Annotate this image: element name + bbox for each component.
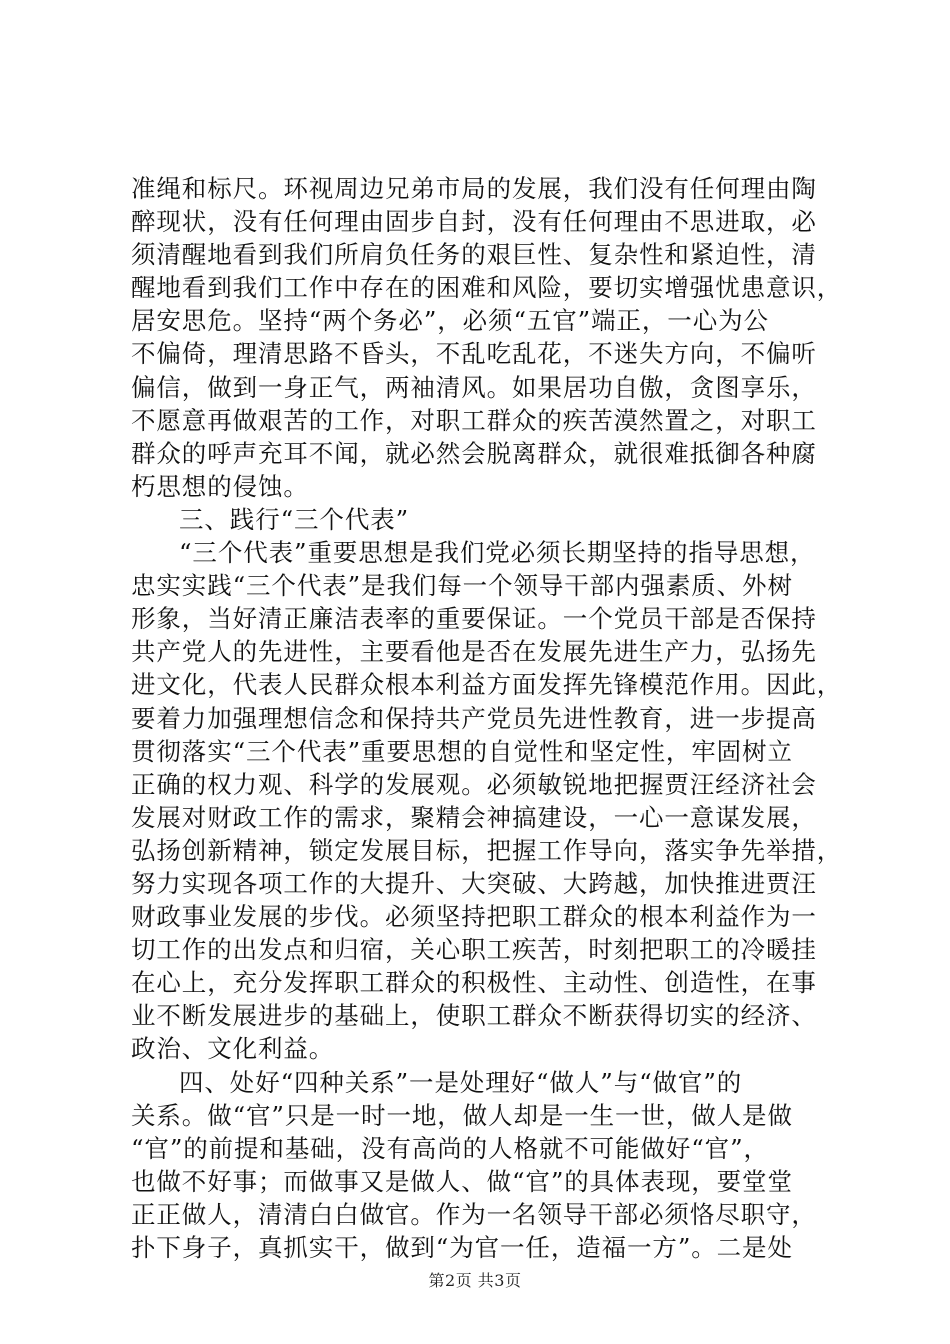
text-line: 偏信，做到一身正气，两袖清风。如果居功自傲，贪图享乐，	[131, 372, 817, 402]
text-line: 不愿意再做艰苦的工作，对职工群众的疾苦漠然置之，对职工	[131, 405, 817, 435]
text-line: 贯彻落实“三个代表”重要思想的自觉性和坚定性，牢固树立	[131, 736, 793, 766]
body-text	[131, 172, 843, 1264]
section-heading: 四、处好“四种关系”一是处理好“做人”与“做官”的	[179, 1067, 743, 1097]
text-line: 形象，当好清正廉洁表率的重要保证。一个党员干部是否保持	[131, 604, 817, 634]
text-line: 正确的权力观、科学的发展观。必须敏锐地把握贾汪经济社会	[131, 769, 817, 799]
text-line: 在心上，充分发挥职工群众的积极性、主动性、创造性，在事	[131, 968, 817, 998]
text-line: 忠实实践“三个代表”是我们每一个领导干部内强素质、外树	[131, 571, 793, 601]
text-line: 群众的呼声充耳不闻，就必然会脱离群众，就很难抵御各种腐	[131, 438, 817, 468]
text-line: 扑下身子，真抓实干，做到“为官一任，造福一方”。二是处	[131, 1233, 793, 1262]
text-line: “官”的前提和基础，没有高尚的人格就不可能做好“官”，	[131, 1133, 769, 1163]
text-line: 准绳和标尺。环视周边兄弟市局的发展，我们没有任何理由陶	[131, 174, 817, 203]
text-line: 进文化，代表人民群众根本利益方面发挥先锋模范作用。因此，	[131, 670, 843, 700]
text-line: 须清醒地看到我们所肩负任务的艰巨性、复杂性和紧迫性，清	[131, 240, 817, 270]
page-footer	[0, 1268, 950, 1291]
text-line: 居安思危。坚持“两个务必”，必须“五官”端正，一心为公	[131, 306, 769, 336]
section-heading: 三、践行“三个代表”	[179, 504, 410, 534]
page-number-label: 第2页 共3页	[428, 1271, 522, 1290]
text-line: 财政事业发展的步伐。必须坚持把职工群众的根本利益作为一	[131, 902, 817, 932]
text-line: 弘扬创新精神，锁定发展目标，把握工作导向，落实争先举措，	[131, 835, 843, 865]
text-line: 朽思想的侵蚀。	[131, 471, 309, 501]
text-line: 醉现状，没有任何理由固步自封，没有任何理由不思进取，必	[131, 207, 817, 237]
text-line: 正正做人，清清白白做官。作为一名领导干部必须恪尽职守，	[131, 1199, 817, 1229]
text-line: 业不断发展进步的基础上，使职工群众不断获得切实的经济、	[131, 1001, 817, 1031]
paragraph-first-line: “三个代表”重要思想是我们党必须长期坚持的指导思想，	[179, 538, 816, 568]
text-line: 不偏倚，理清思路不昏头，不乱吃乱花，不迷失方向，不偏听	[131, 339, 817, 369]
text-line: 努力实现各项工作的大提升、大突破、大跨越，加快推进贾汪	[131, 868, 817, 898]
text-line: 也做不好事；而做事又是做人、做“官”的具体表现，要堂堂	[131, 1166, 793, 1196]
text-line: 醒地看到我们工作中存在的困难和风险，要切实增强忧患意识，	[131, 273, 843, 303]
text-line: 共产党人的先进性，主要看他是否在发展先进生产力，弘扬先	[131, 637, 817, 667]
text-line: 切工作的出发点和归宿，关心职工疾苦，时刻把职工的冷暖挂	[131, 935, 817, 965]
text-line: 发展对财政工作的需求，聚精会神搞建设，一心一意谋发展，	[131, 802, 817, 832]
text-line: 政治、文化利益。	[131, 1034, 335, 1064]
text-line: 关系。做“官”只是一时一地，做人却是一生一世，做人是做	[131, 1100, 793, 1130]
text-line: 要着力加强理想信念和保持共产党员先进性教育，进一步提高	[131, 703, 817, 733]
